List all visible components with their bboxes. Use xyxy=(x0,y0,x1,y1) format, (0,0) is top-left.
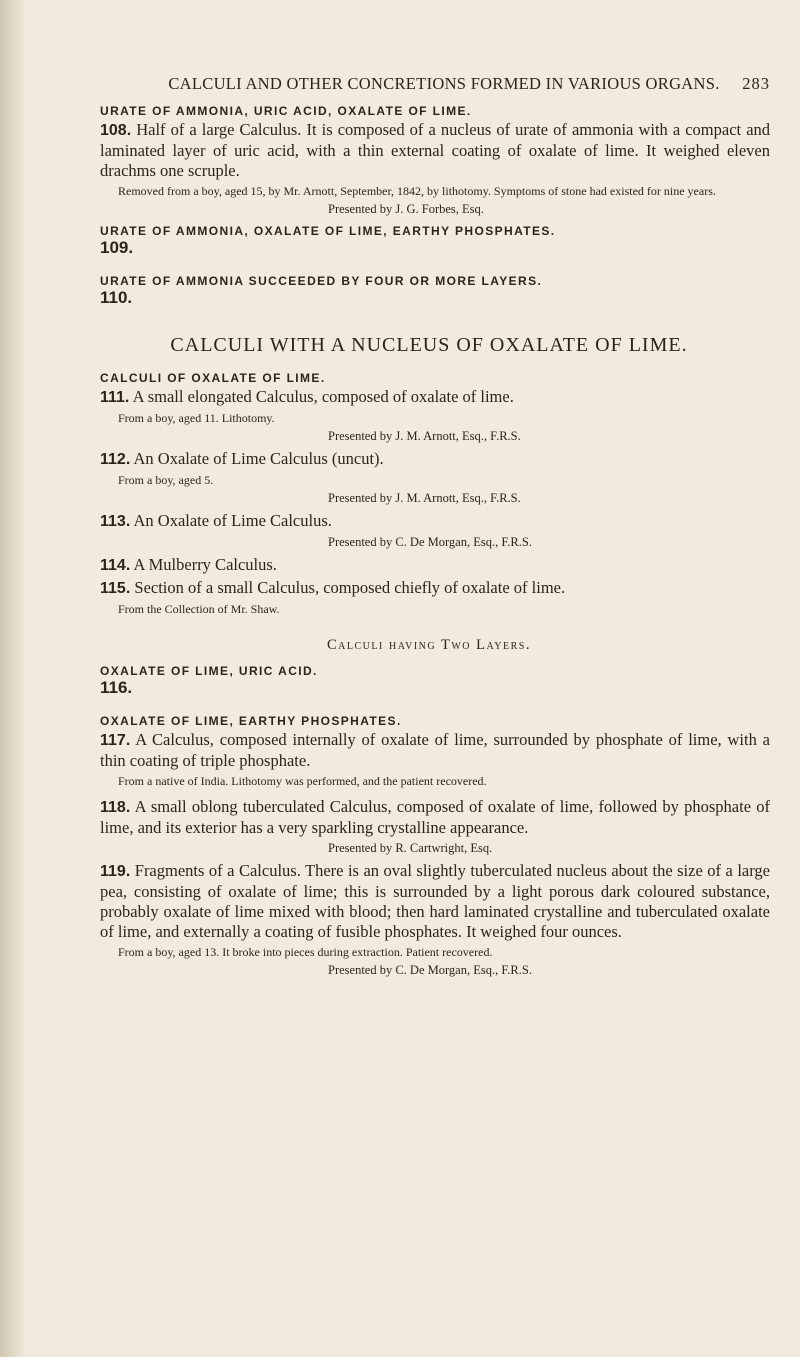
entry-number: 111. xyxy=(100,389,130,406)
entry-note: From a boy, aged 11. Lithotomy. xyxy=(118,411,275,425)
entry-text: Fragments of a Calculus. There is an oval slightly tuberculated nucleus about the size of a large pea, consisting of oxalate of lime; this is surrounded by a light porous dark coloured substance, probably oxalate of lime mixed with blood; then hard laminated crystalline and tuberculated oxalate of lime, and externally a coating of fusible phosphates. It weighed four ounces. xyxy=(100,861,771,941)
entry-note: From a boy, aged 5. xyxy=(118,473,214,487)
entry-note: From the Collection of Mr. Shaw. xyxy=(118,602,280,616)
presented-by: Presented by J. M. Arnott, Esq., F.R.S. xyxy=(328,491,521,505)
entry-number: 109. xyxy=(100,238,134,257)
subsection-title: Calculi having Two Layers. xyxy=(327,637,531,653)
entry-note: From a boy, aged 13. It broke into pieces during extraction. Patient recovered. xyxy=(118,945,493,959)
running-head xyxy=(88,74,770,94)
catalogue-entry-108 xyxy=(88,120,770,181)
section-heading: CALCULI OF OXALATE OF LIME. xyxy=(100,371,326,385)
section-heading: OXALATE OF LIME, URIC ACID. xyxy=(100,664,318,678)
entry-number: 110. xyxy=(100,288,133,307)
book-page xyxy=(88,74,770,983)
running-head-title: CALCULI AND OTHER CONCRETIONS FORMED IN VARIOUS ORGANS. xyxy=(168,74,720,93)
catalogue-entry-117 xyxy=(88,730,770,771)
section-heading: OXALATE OF LIME, EARTHY PHOSPHATES. xyxy=(100,714,402,728)
entry-number: 119. xyxy=(100,863,131,880)
presented-by: Presented by J. M. Arnott, Esq., F.R.S. xyxy=(328,429,521,443)
entry-text: Half of a large Calculus. It is composed of a nucleus of urate of ammonia with a compact and laminated layer of uric acid, with a thin external coating of oxalate of lime. It weighed eleven drachms one scruple. xyxy=(100,120,771,180)
entry-text: A Mulberry Calculus. xyxy=(133,555,277,574)
catalogue-entry-115 xyxy=(88,578,770,599)
entry-note: From a native of India. Lithotomy was performed, and the patient recovered. xyxy=(118,774,487,788)
entry-text: A Calculus, composed internally of oxalate of lime, surrounded by phosphate of lime, with a thin coating of triple phosphate. xyxy=(100,730,771,770)
entry-text: An Oxalate of Lime Calculus (uncut). xyxy=(133,449,384,468)
entry-number: 114. xyxy=(100,557,131,574)
entry-number: 115. xyxy=(100,580,131,597)
entry-text: A small oblong tuberculated Calculus, composed of oxalate of lime, followed by phosphate of lime, and its exterior has a very sparkling crystalline appearance. xyxy=(100,797,771,837)
entry-number: 108. xyxy=(100,122,132,139)
entry-number: 117. xyxy=(100,732,131,749)
page-binding-edge xyxy=(0,0,26,1357)
catalogue-entry-112 xyxy=(88,449,770,470)
page-number: 283 xyxy=(742,74,770,93)
entry-number: 112. xyxy=(100,451,131,468)
entry-number: 113. xyxy=(100,513,131,530)
catalogue-entry-113 xyxy=(88,511,770,532)
presented-by: Presented by C. De Morgan, Esq., F.R.S. xyxy=(328,963,532,977)
presented-by: Presented by J. G. Forbes, Esq. xyxy=(328,202,484,216)
catalogue-entry-118 xyxy=(88,797,770,838)
entry-text: An Oxalate of Lime Calculus. xyxy=(133,511,332,530)
entry-text: A small elongated Calculus, composed of oxalate of lime. xyxy=(132,387,514,406)
presented-by: Presented by R. Cartwright, Esq. xyxy=(328,841,493,855)
catalogue-entry-119 xyxy=(88,861,770,942)
section-heading: URATE OF AMMONIA, URIC ACID, OXALATE OF LIME. xyxy=(100,104,472,118)
chapter-title: CALCULI WITH A NUCLEUS OF OXALATE OF LIME. xyxy=(170,334,688,356)
section-heading: URATE OF AMMONIA, OXALATE OF LIME, EARTHY PHOSPHATES. xyxy=(100,224,556,238)
entry-text: Section of a small Calculus, composed chiefly of oxalate of lime. xyxy=(134,578,566,597)
catalogue-entry-114 xyxy=(88,555,770,576)
entry-number: 118. xyxy=(100,799,131,816)
presented-by: Presented by C. De Morgan, Esq., F.R.S. xyxy=(328,535,532,549)
entry-note: Removed from a boy, aged 15, by Mr. Arnott, September, 1842, by lithotomy. Symptoms of stone had existed for nine years. xyxy=(118,184,716,198)
section-heading: URATE OF AMMONIA SUCCEEDED BY FOUR OR MORE LAYERS. xyxy=(100,274,543,288)
entry-number: 116. xyxy=(100,678,133,697)
catalogue-entry-111 xyxy=(88,387,770,408)
